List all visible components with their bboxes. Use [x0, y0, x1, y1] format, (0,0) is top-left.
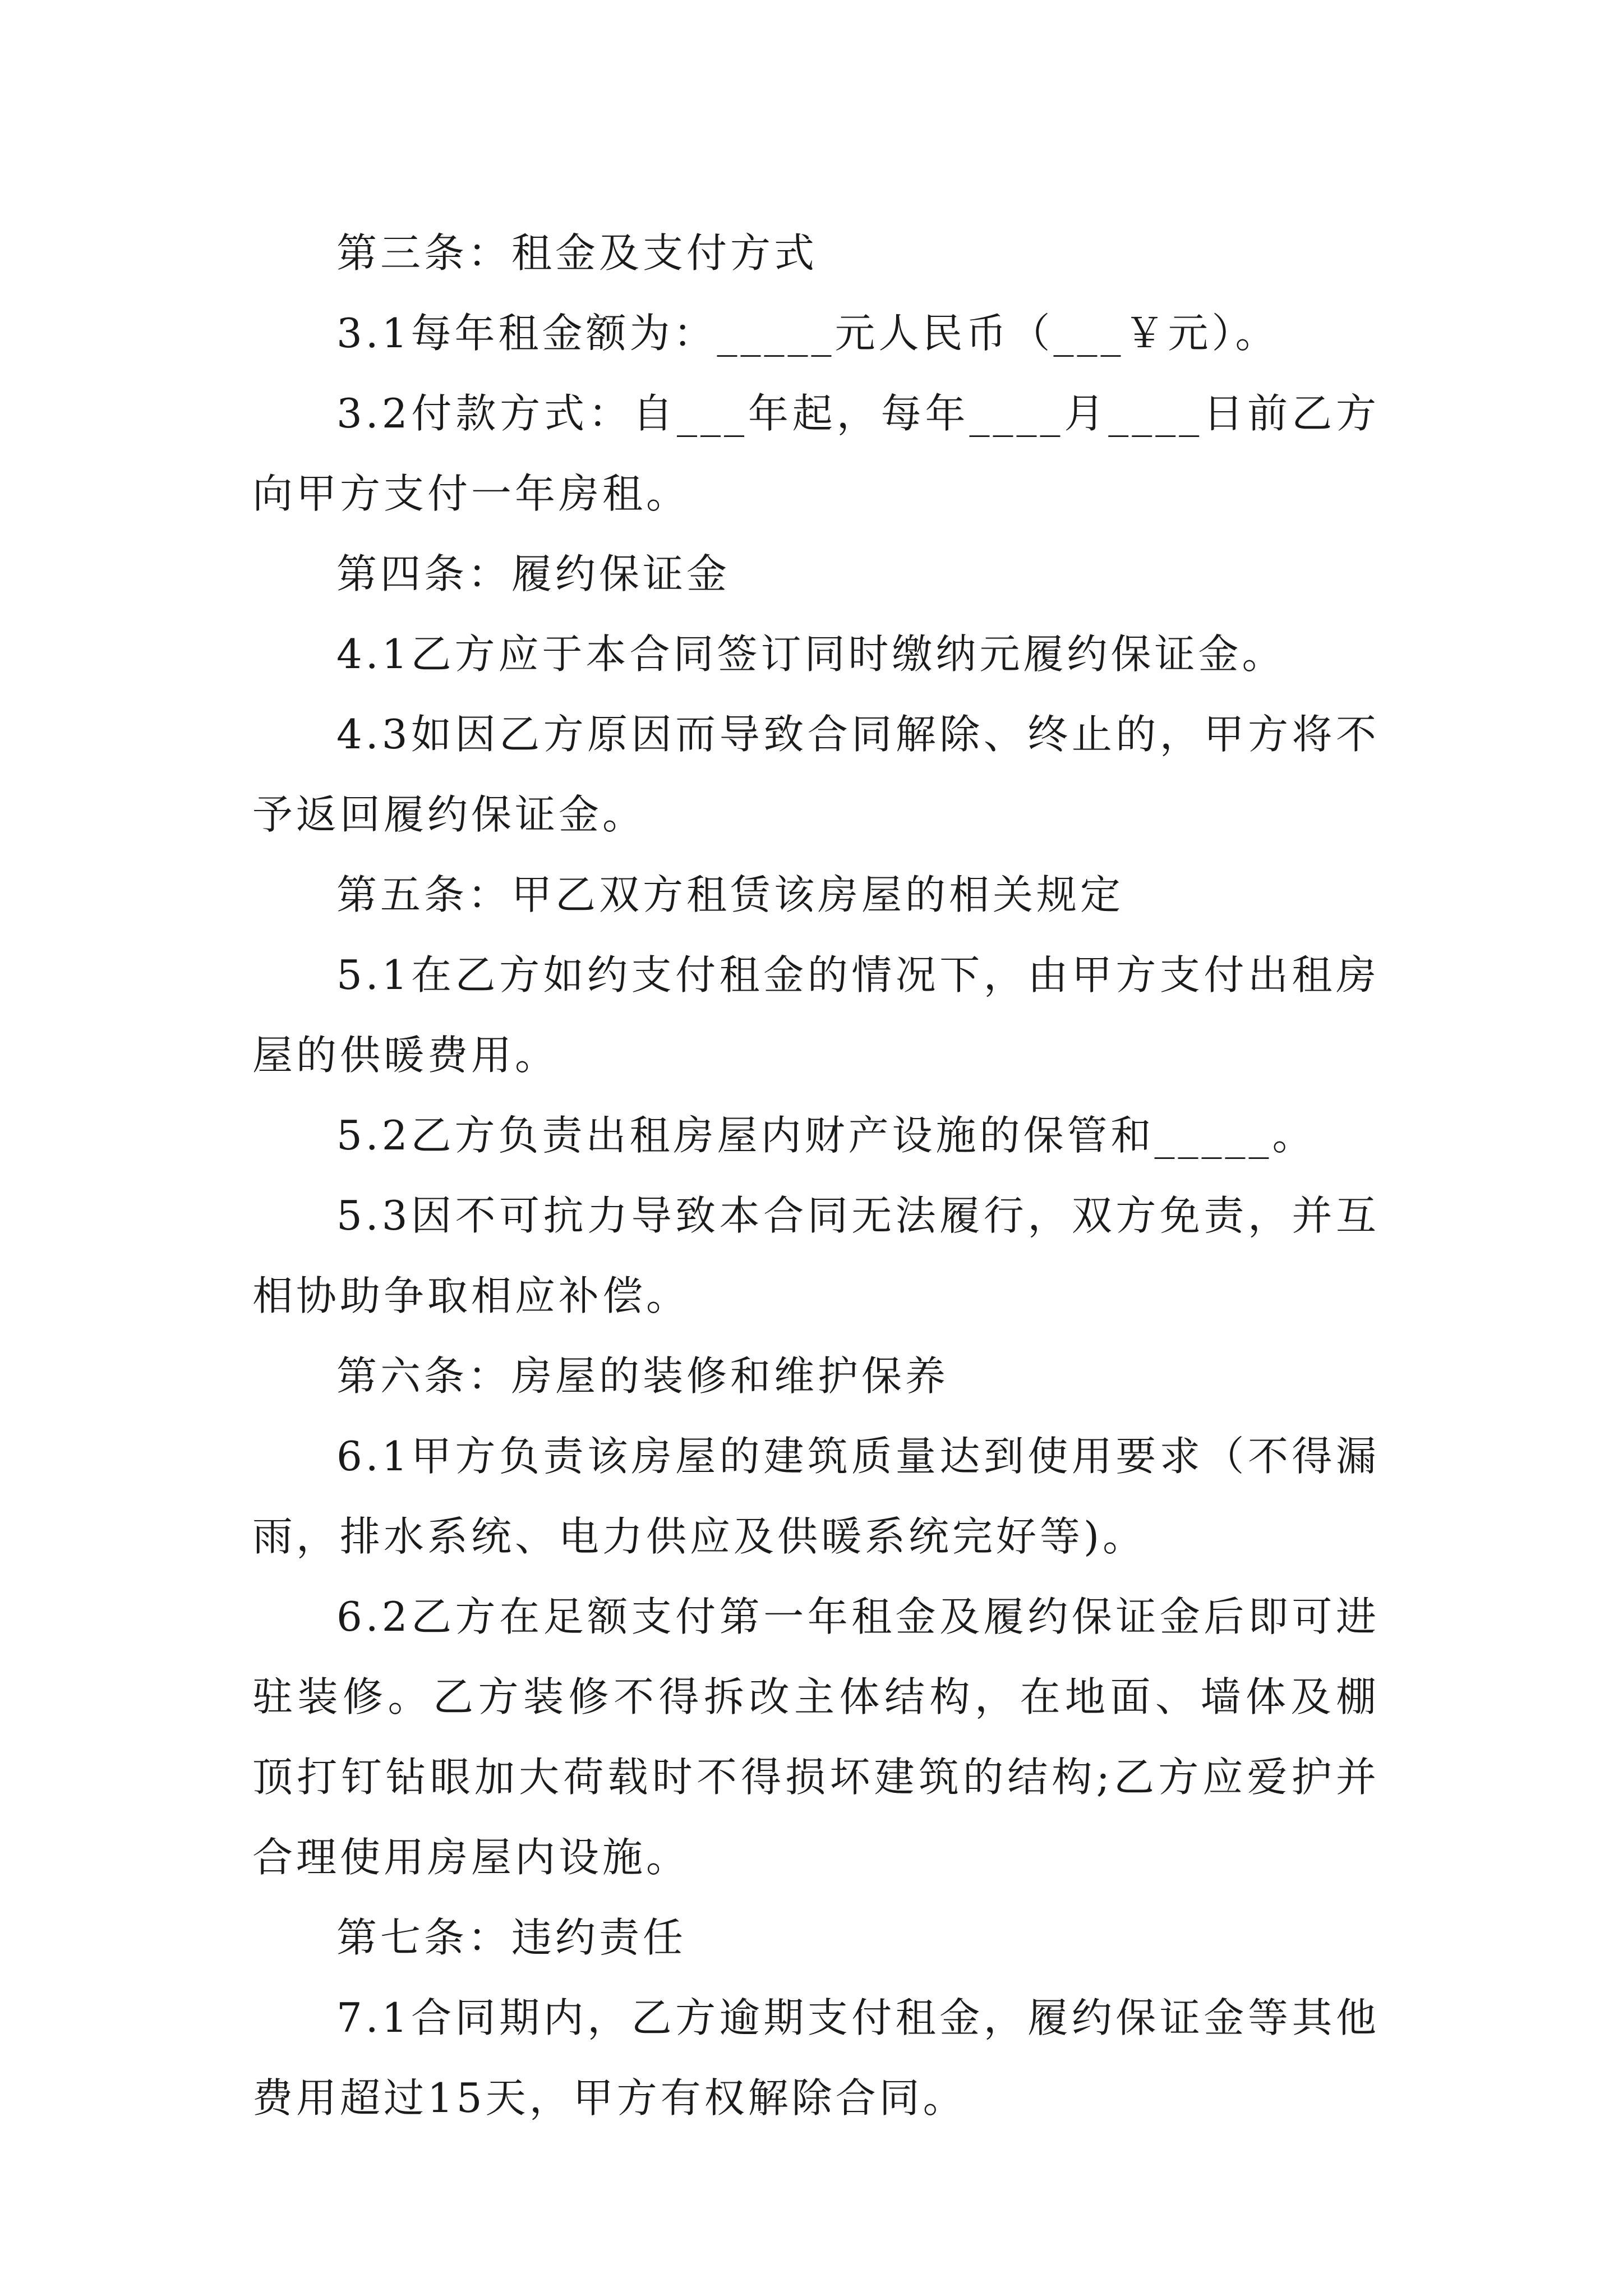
article-6-heading: 第六条：房屋的装修和维护保养	[336, 1352, 949, 1400]
clause-3-1: 3.1每年租金额为：_____元人民币（___￥元）。	[336, 310, 1279, 357]
article-3-heading: 第三条：租金及支付方式	[336, 229, 818, 277]
article-7-heading: 第七条：违约责任	[336, 1914, 687, 1961]
clause-4-1: 4.1乙方应于本合同签订同时缴纳元履约保证金。	[336, 631, 1286, 678]
article-5-heading: 第五条：甲乙双方租赁该房屋的相关规定	[336, 871, 1124, 918]
clause-5-2: 5.2乙方负责出租房屋内财产设施的保管和_____。	[336, 1112, 1316, 1159]
clause-7-1: 7.1合同期内，乙方逾期支付租金，履约保证金等其他费用超过15天，甲方有权解除合同。	[252, 1994, 1380, 2122]
document-body	[252, 213, 1380, 2138]
clause-3-2: 3.2付款方式：自___年起，每年____月____日前乙方向甲方支付一年房租。	[252, 390, 1380, 517]
clause-5-3: 5.3因不可抗力导致本合同无法履行，双方免责，并互相协助争取相应补偿。	[252, 1192, 1380, 1319]
article-4-heading: 第四条：履约保证金	[336, 550, 731, 597]
clause-5-1: 5.1在乙方如约支付租金的情况下，由甲方支付出租房屋的供暖费用。	[252, 951, 1380, 1079]
clause-6-1: 6.1甲方负责该房屋的建筑质量达到使用要求（不得漏雨，排水系统、电力供应及供暖系统完好等)。	[252, 1433, 1380, 1560]
clause-4-3: 4.3如因乙方原因而导致合同解除、终止的，甲方将不予返回履约保证金。	[252, 711, 1380, 838]
clause-6-2: 6.2乙方在足额支付第一年租金及履约保证金后即可进驻装修。乙方装修不得拆改主体结构，在地面、墙体及棚顶打钉钻眼加大荷载时不得损坏建筑的结构;乙方应爱护并合理使用房屋内设施。	[252, 1593, 1380, 1881]
